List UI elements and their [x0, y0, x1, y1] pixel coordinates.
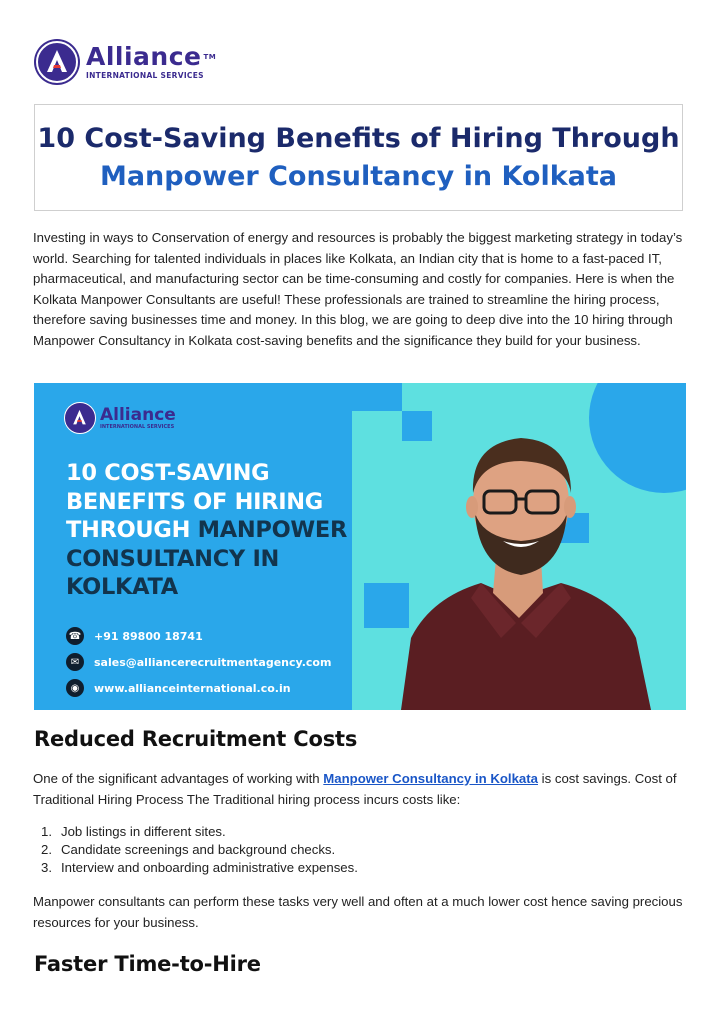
list-text: Interview and onboarding administrative expenses. [61, 860, 358, 875]
section1-paragraph [33, 769, 686, 810]
banner-logo [64, 402, 176, 434]
page-title-line1: 10 Cost-Saving Benefits of Hiring Through [37, 123, 680, 154]
banner-email-row [66, 649, 331, 675]
banner-headline [66, 459, 406, 602]
section-heading-faster-hire: Faster Time-to-Hire [34, 952, 261, 976]
manpower-consultancy-link[interactable]: Manpower Consultancy in Kolkata [323, 771, 538, 786]
list-text: Job listings in different sites. [61, 824, 226, 839]
banner-website: www.allianceinternational.co.in [94, 681, 291, 695]
section1-text-before: One of the significant advantages of working with [33, 771, 324, 786]
logo-a-icon [34, 39, 80, 85]
cost-list [33, 823, 358, 877]
banner-website-row [66, 675, 331, 701]
banner-contacts [66, 623, 331, 701]
banner-email: sales@alliancerecruitmentagency.com [94, 655, 332, 669]
section-heading-reduced-costs: Reduced Recruitment Costs [34, 727, 358, 751]
banner-logo-a-icon [64, 402, 96, 434]
section1-text-after: is cost savings. Cost of Traditional Hiring Process The Traditional hiring process incurs costs like: [33, 771, 677, 807]
banner-logo-subtitle: INTERNATIONAL SERVICES [100, 423, 175, 430]
banner-phone: +91 89800 18741 [94, 629, 203, 643]
list-item [33, 823, 358, 841]
banner-headline-line3b: MANPOWER [197, 517, 348, 543]
list-item [33, 859, 358, 877]
banner-headline-line3a: THROUGH [66, 517, 198, 543]
logo-trademark: TM [203, 53, 217, 61]
globe-icon: ◉ [66, 679, 84, 697]
intro-paragraph: Investing in ways to Conservation of energy and resources is probably the biggest marketing strategy in today’s world. Searching for talented individuals in places like Kolkata, an Indian city that is home to a fast-paced IT, pharmaceutical, and manufacturing sector can be time-consuming and costly for companies. Here is when the Kolkata Manpower Consultants are useful! These professionals are trained to streamline the hiring process, therefore saving businesses time and money. In this blog, we are going to deep dive into the 10 hiring through Manpower Consultancy in Kolkata cost-saving benefits and the significance they build for your business. [33, 230, 683, 348]
banner-headline-line5: KOLKATA [66, 574, 178, 600]
banner-headline-line4: CONSULTANCY IN [66, 545, 280, 572]
title-box [34, 104, 683, 211]
list-item [33, 841, 358, 859]
page-title-line2: Manpower Consultancy in Kolkata [99, 161, 618, 192]
list-number: 1. [41, 824, 52, 839]
list-number: 2. [41, 842, 52, 857]
section1-closing-paragraph: Manpower consultants can perform these tasks very well and often at a much lower cost hence saving precious resources for your business. [33, 894, 683, 930]
banner-headline-line2: BENEFITS OF HIRING [66, 488, 323, 515]
banner-deco-square [352, 383, 402, 411]
list-text: Candidate screenings and background checks. [61, 842, 336, 857]
banner-phone-row [66, 623, 331, 649]
list-number: 3. [41, 860, 52, 875]
blog-banner-image [34, 383, 686, 710]
phone-icon: ☎ [66, 627, 84, 645]
banner-logo-word: Alliance [100, 404, 176, 425]
logo-subtitle: INTERNATIONAL SERVICES [86, 71, 204, 80]
mail-icon: ✉ [66, 653, 84, 671]
person-photo [371, 423, 671, 710]
company-logo [34, 38, 216, 86]
logo-word: Alliance [86, 42, 202, 71]
banner-headline-line1: 10 COST-SAVING [66, 460, 270, 486]
